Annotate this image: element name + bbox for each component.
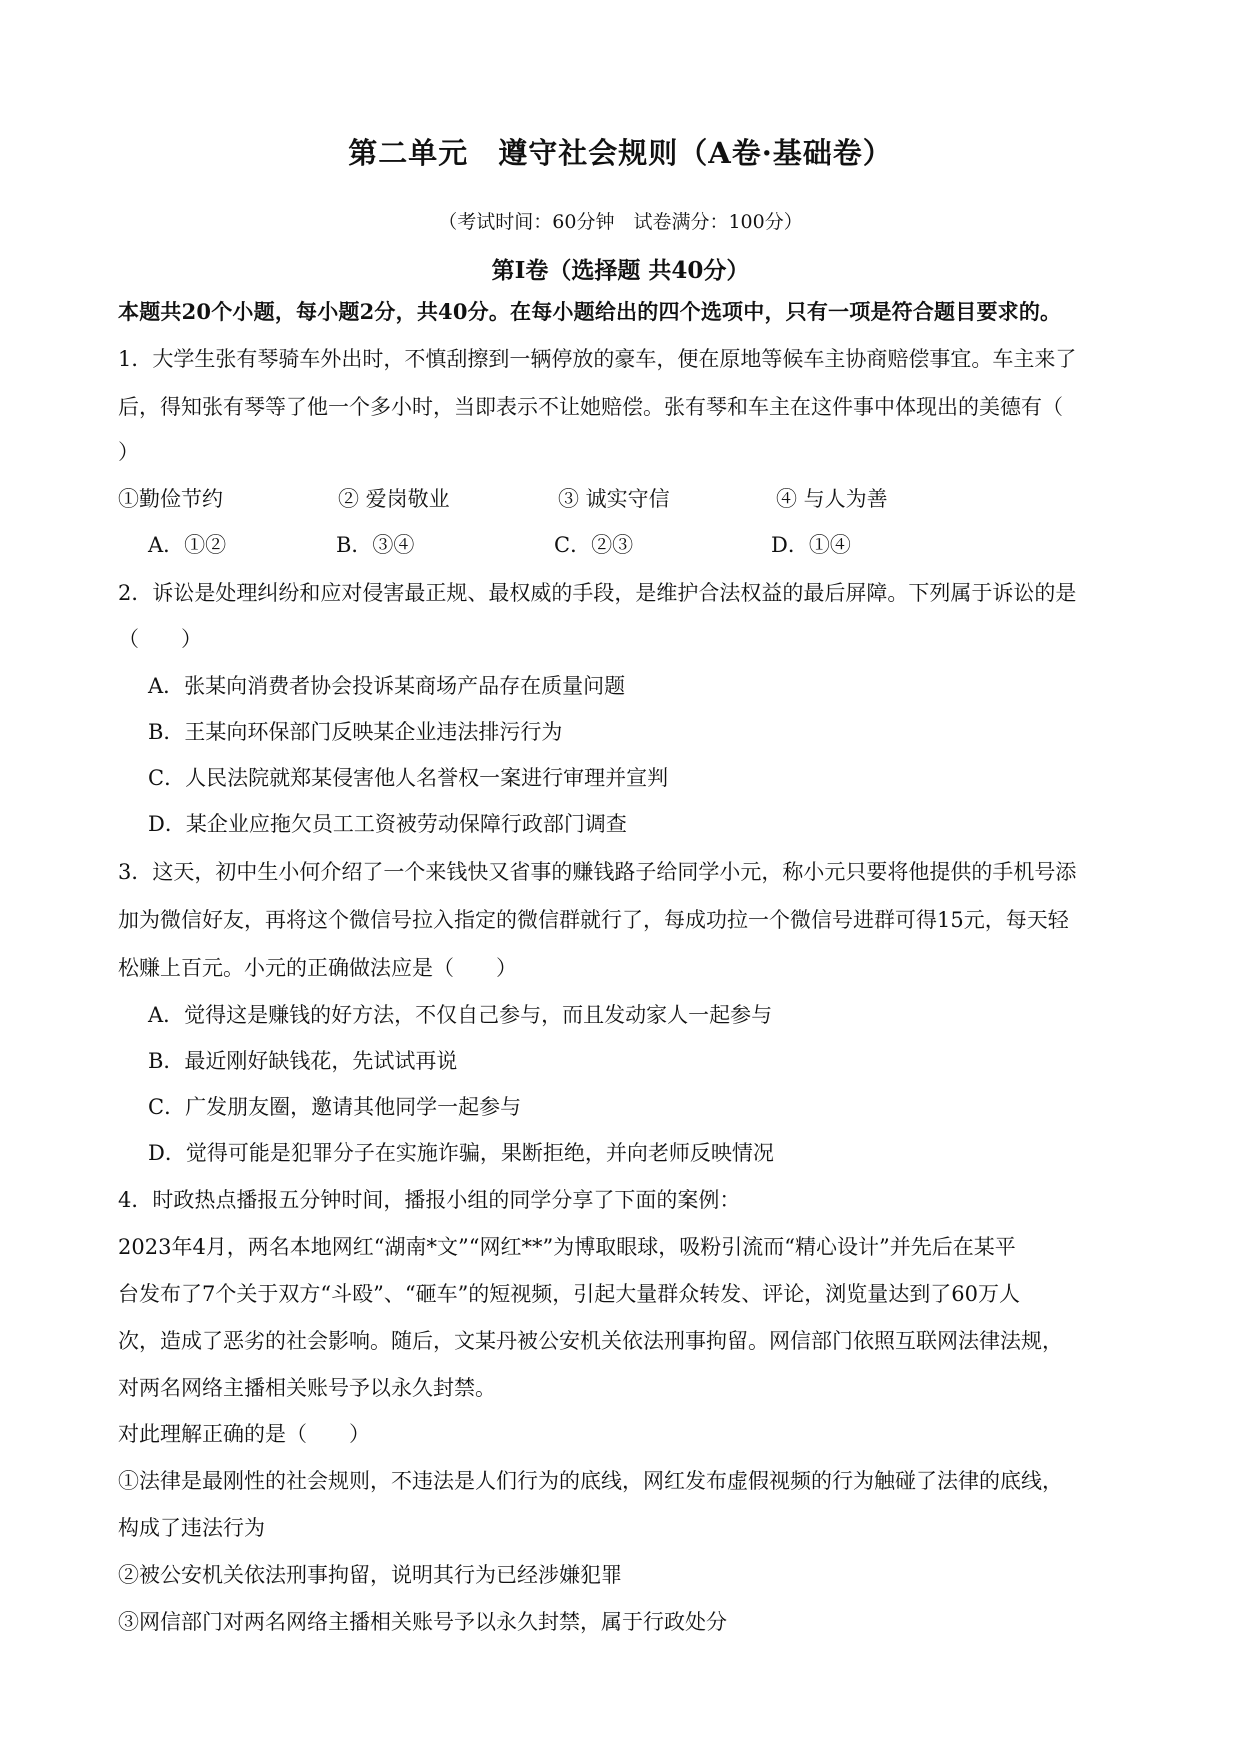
q4-case-line-4: 对两名网络主播相关账号予以永久封禁。	[118, 1376, 496, 1400]
q1-choice-c: C．②③	[554, 533, 634, 557]
q1-item-4: ④ 与人为善	[776, 487, 888, 511]
q2-choice-b: B．王某向环保部门反映某企业违法排污行为	[148, 720, 563, 744]
q1-item-1: ①勤俭节约	[118, 487, 223, 511]
q4-statement-3: ③网信部门对两名网络主播相关账号予以永久封禁，属于行政处分	[118, 1610, 727, 1634]
q3-choice-d: D．觉得可能是犯罪分子在实施诈骗，果断拒绝，并向老师反映情况	[148, 1141, 774, 1165]
question-2-line-1: 2．诉讼是处理纠纷和应对侵害最正规、最权威的手段，是维护合法权益的最后屏障。下列属于诉讼的是	[118, 581, 1077, 605]
q2-choice-a: A．张某向消费者协会投诉某商场产品存在质量问题	[148, 674, 626, 698]
q4-prompt: 对此理解正确的是（ ）	[118, 1422, 370, 1446]
q1-choice-b: B．③④	[336, 533, 415, 557]
page-title: 第二单元 遵守社会规则（A卷·基础卷）	[348, 136, 893, 170]
q1-item-2: ② 爱岗敬业	[338, 487, 450, 511]
q3-choice-b: B．最近刚好缺钱花，先试试再说	[148, 1049, 458, 1073]
q4-case-line-1: 2023年4月，两名本地网红“湖南*文”“网红**”为博取眼球，吸粉引流而“精心设计”并先后在某平	[118, 1235, 1016, 1259]
q2-choice-d: D．某企业应拖欠员工工资被劳动保障行政部门调查	[148, 812, 627, 836]
question-2-line-2: （ ）	[118, 627, 202, 651]
question-3-line-2: 加为微信好友，再将这个微信号拉入指定的微信群就行了，每成功拉一个微信号进群可得15元，每天轻	[118, 908, 1069, 932]
question-3-line-3: 松赚上百元。小元的正确做法应是（ ）	[118, 956, 517, 980]
q4-statement-1: ①法律是最刚性的社会规则，不违法是人们行为的底线，网红发布虚假视频的行为触碰了法律的底线，	[118, 1469, 1063, 1493]
question-3-line-1: 3．这天，初中生小何介绍了一个来钱快又省事的赚钱路子给同学小元，称小元只要将他提供的手机号添	[118, 860, 1077, 884]
exam-info: （考试时间：60分钟 试卷满分：100分）	[438, 211, 803, 233]
q3-choice-c: C．广发朋友圈，邀请其他同学一起参与	[148, 1095, 522, 1119]
instructions: 本题共20个小题，每小题2分，共40分。在每小题给出的四个选项中，只有一项是符合题目要求的。	[118, 299, 1062, 324]
q1-choice-d: D．①④	[771, 533, 851, 557]
q4-statement-2: ②被公安机关依法刑事拘留，说明其行为已经涉嫌犯罪	[118, 1563, 622, 1587]
q4-case-line-3: 次，造成了恶劣的社会影响。随后，文某丹被公安机关依法刑事拘留。网信部门依照互联网法律法规，	[118, 1329, 1063, 1353]
q1-item-3: ③ 诚实守信	[558, 487, 670, 511]
question-1-line-2: 后，得知张有琴等了他一个多小时，当即表示不让她赔偿。张有琴和车主在这件事中体现出的美德有（	[118, 395, 1063, 419]
q3-choice-a: A．觉得这是赚钱的好方法，不仅自己参与，而且发动家人一起参与	[148, 1003, 773, 1027]
question-1-line-3: ）	[118, 440, 139, 464]
section-title: 第Ⅰ卷（选择题 共40分）	[491, 257, 750, 284]
q1-choice-a: A．①②	[148, 533, 227, 557]
q4-statement-1-cont: 构成了违法行为	[118, 1516, 265, 1540]
question-1-line-1: 1．大学生张有琴骑车外出时，不慎刮擦到一辆停放的豪车，便在原地等候车主协商赔偿事宜。车主来了	[118, 347, 1077, 371]
q4-case-line-2: 台发布了7个关于双方“斗殴”、“砸车”的短视频，引起大量群众转发、评论，浏览量达到了60万人	[118, 1282, 1021, 1306]
q2-choice-c: C．人民法院就郑某侵害他人名誉权一案进行审理并宣判	[148, 766, 669, 790]
question-4-line-1: 4．时政热点播报五分钟时间，播报小组的同学分享了下面的案例：	[118, 1188, 741, 1212]
